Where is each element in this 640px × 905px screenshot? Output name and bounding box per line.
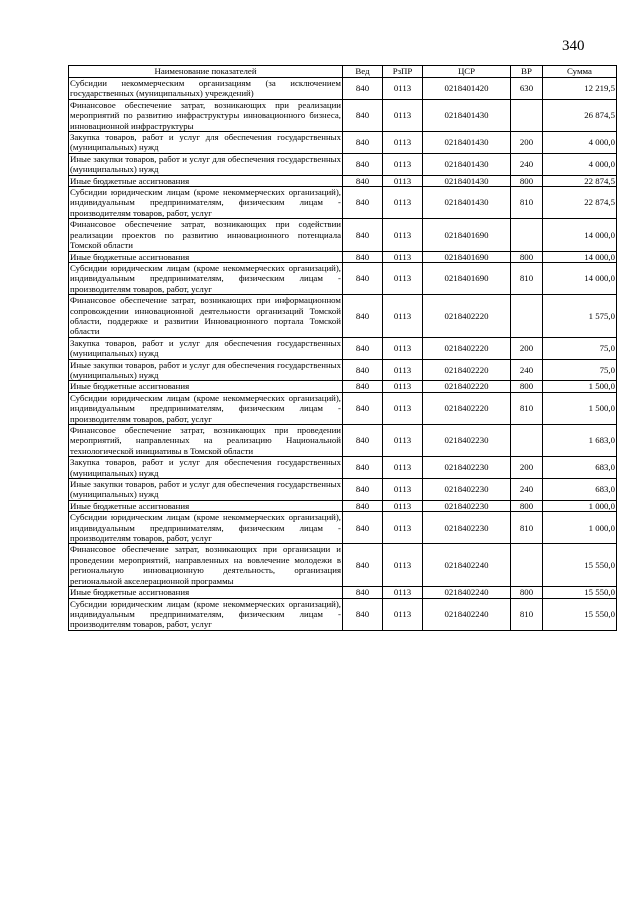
row-ved: 840 <box>343 219 383 251</box>
row-sum: 12 219,5 <box>543 78 617 100</box>
table-row <box>69 153 617 175</box>
row-csr: 0218401430 <box>423 99 511 131</box>
row-rzpr: 0113 <box>383 99 423 131</box>
row-sum: 22 874,5 <box>543 175 617 186</box>
row-csr: 0218401690 <box>423 262 511 294</box>
table-row <box>69 392 617 424</box>
row-rzpr: 0113 <box>383 262 423 294</box>
row-sum: 15 550,0 <box>543 598 617 630</box>
row-ved: 840 <box>343 153 383 175</box>
table-row <box>69 219 617 251</box>
row-name: Иные закупки товаров, работ и услуг для обеспечения государственных (муниципальных) нужд <box>70 359 341 380</box>
row-name: Субсидии юридическим лицам (кроме некоммерческих организаций), индивидуальным предпринимателям, физическим лицам - производителям товаров, работ, услуг <box>70 512 341 544</box>
row-name: Закупка товаров, работ и услуг для обеспечения государственных (муниципальных) нужд <box>70 457 341 478</box>
row-ved: 840 <box>343 99 383 131</box>
row-ved: 840 <box>343 544 383 587</box>
row-csr: 0218402230 <box>423 512 511 544</box>
table-row <box>69 587 617 598</box>
row-csr: 0218402220 <box>423 381 511 392</box>
row-ved: 840 <box>343 295 383 338</box>
row-name: Иные бюджетные ассигнования <box>69 500 343 511</box>
row-name: Иные бюджетные ассигнования <box>69 587 343 598</box>
row-csr: 0218402220 <box>423 392 511 424</box>
row-vr: 810 <box>511 187 543 219</box>
row-sum: 683,0 <box>543 479 617 501</box>
row-rzpr: 0113 <box>383 544 423 587</box>
header-ved: Вед <box>343 66 383 78</box>
row-vr: 800 <box>511 500 543 511</box>
row-sum: 4 000,0 <box>543 132 617 154</box>
row-csr: 0218402230 <box>423 479 511 501</box>
row-csr: 0218401690 <box>423 251 511 262</box>
row-sum: 15 550,0 <box>543 587 617 598</box>
budget-table <box>68 65 617 631</box>
row-name: Иные закупки товаров, работ и услуг для обеспечения государственных (муниципальных) нужд <box>70 153 341 175</box>
row-vr <box>511 99 543 131</box>
row-rzpr: 0113 <box>383 153 423 175</box>
row-rzpr: 0113 <box>383 479 423 501</box>
row-csr: 0218402240 <box>423 598 511 630</box>
page-number: 340 <box>562 38 585 54</box>
table-row <box>69 175 617 186</box>
table-row <box>69 187 617 219</box>
row-vr: 240 <box>511 153 543 175</box>
row-rzpr: 0113 <box>383 500 423 511</box>
row-name: Закупка товаров, работ и услуг для обеспечения государственных (муниципальных) нужд <box>70 132 341 153</box>
row-vr: 800 <box>511 587 543 598</box>
row-csr: 0218402220 <box>423 359 511 381</box>
row-sum: 15 550,0 <box>543 544 617 587</box>
row-name: Субсидии юридическим лицам (кроме некоммерческих организаций), индивидуальным предпринимателям, физическим лицам - производителям товаров, работ, услуг <box>70 598 341 630</box>
row-csr: 0218402230 <box>423 500 511 511</box>
row-rzpr: 0113 <box>383 359 423 381</box>
row-sum: 1 000,0 <box>543 512 617 544</box>
row-csr: 0218402220 <box>423 337 511 359</box>
row-vr: 240 <box>511 479 543 501</box>
row-rzpr: 0113 <box>383 78 423 100</box>
table-row <box>69 500 617 511</box>
header-rzpr: РзПР <box>383 66 423 78</box>
row-csr: 0218402240 <box>423 587 511 598</box>
row-sum: 75,0 <box>543 359 617 381</box>
table-row <box>69 512 617 544</box>
row-sum: 1 575,0 <box>543 295 617 338</box>
header-csr: ЦСР <box>423 66 511 78</box>
row-rzpr: 0113 <box>383 425 423 457</box>
row-vr: 200 <box>511 132 543 154</box>
row-ved: 840 <box>343 598 383 630</box>
row-csr: 0218402230 <box>423 457 511 479</box>
row-ved: 840 <box>343 392 383 424</box>
row-rzpr: 0113 <box>383 598 423 630</box>
row-sum: 14 000,0 <box>543 251 617 262</box>
table-row <box>69 544 617 587</box>
row-name: Финансовое обеспечение затрат, возникающих при содействии реализации проектов по развитию инновационного потенциала Томской области <box>70 219 341 251</box>
row-rzpr: 0113 <box>383 175 423 186</box>
table-row <box>69 295 617 338</box>
row-csr: 0218401420 <box>423 78 511 100</box>
table-row <box>69 457 617 479</box>
row-ved: 840 <box>343 262 383 294</box>
row-csr: 0218402240 <box>423 544 511 587</box>
row-sum: 22 874,5 <box>543 187 617 219</box>
row-ved: 840 <box>343 500 383 511</box>
row-name: Иные бюджетные ассигнования <box>69 251 343 262</box>
table-row <box>69 78 617 100</box>
row-sum: 26 874,5 <box>543 99 617 131</box>
row-name: Иные бюджетные ассигнования <box>69 175 343 186</box>
row-vr: 810 <box>511 262 543 294</box>
row-rzpr: 0113 <box>383 132 423 154</box>
row-csr: 0218401430 <box>423 132 511 154</box>
row-vr <box>511 425 543 457</box>
row-vr: 800 <box>511 381 543 392</box>
row-csr: 0218402220 <box>423 295 511 338</box>
header-name: Наименование показателей <box>69 66 343 78</box>
row-name: Финансовое обеспечение затрат, возникающих при проведении мероприятий, направленных на реализацию Национальной технологической инициативы в Томской области <box>70 425 341 456</box>
row-vr: 810 <box>511 392 543 424</box>
table-row <box>69 262 617 294</box>
row-name: Субсидии юридическим лицам (кроме некоммерческих организаций), индивидуальным предпринимателям, физическим лицам - производителям товаров, работ, услуг <box>70 392 341 424</box>
row-rzpr: 0113 <box>383 457 423 479</box>
row-sum: 1 500,0 <box>543 381 617 392</box>
row-ved: 840 <box>343 587 383 598</box>
table-row <box>69 251 617 262</box>
table-row <box>69 337 617 359</box>
table-row <box>69 598 617 630</box>
row-name: Закупка товаров, работ и услуг для обеспечения государственных (муниципальных) нужд <box>70 337 341 359</box>
table-row <box>69 381 617 392</box>
row-vr: 200 <box>511 457 543 479</box>
row-csr: 0218401430 <box>423 153 511 175</box>
row-sum: 14 000,0 <box>543 262 617 294</box>
row-sum: 1 683,0 <box>543 425 617 457</box>
row-ved: 840 <box>343 78 383 100</box>
row-csr: 0218401430 <box>423 175 511 186</box>
table-row <box>69 99 617 131</box>
row-ved: 840 <box>343 425 383 457</box>
row-sum: 75,0 <box>543 337 617 359</box>
row-sum: 4 000,0 <box>543 153 617 175</box>
table-row <box>69 479 617 501</box>
row-ved: 840 <box>343 457 383 479</box>
row-csr: 0218401690 <box>423 219 511 251</box>
row-vr: 240 <box>511 359 543 381</box>
row-name: Финансовое обеспечение затрат, возникающих при реализации мероприятий по развитию инфраструктуры инновационного бизнеса, инновационной инфраструктуры <box>70 99 341 131</box>
row-vr: 800 <box>511 251 543 262</box>
table-row <box>69 359 617 381</box>
row-ved: 840 <box>343 381 383 392</box>
row-vr <box>511 295 543 338</box>
row-name: Субсидии юридическим лицам (кроме некоммерческих организаций), индивидуальным предпринимателям, физическим лицам - производителям товаров, работ, услуг <box>70 262 341 294</box>
row-name: Финансовое обеспечение затрат, возникающих при информационном сопровождении инновационной деятельности организаций Томской области, поддержке и развитии Инновационного портала Томской области <box>70 295 341 337</box>
table-header-row <box>69 66 617 78</box>
table-row <box>69 132 617 154</box>
row-name: Субсидии юридическим лицам (кроме некоммерческих организаций), индивидуальным предпринимателям, физическим лицам - производителям товаров, работ, услуг <box>70 187 341 218</box>
row-sum: 683,0 <box>543 457 617 479</box>
row-vr <box>511 219 543 251</box>
row-name: Иные закупки товаров, работ и услуг для обеспечения государственных (муниципальных) нужд <box>70 479 341 500</box>
row-vr: 200 <box>511 337 543 359</box>
row-ved: 840 <box>343 251 383 262</box>
row-rzpr: 0113 <box>383 381 423 392</box>
row-name: Финансовое обеспечение затрат, возникающих при организации и проведении мероприятий, направленных на вовлечение молодежи в региональную инновационную деятельность, организация региональной акселерационной программы <box>70 544 341 586</box>
table-body <box>69 78 617 631</box>
row-ved: 840 <box>343 337 383 359</box>
row-ved: 840 <box>343 187 383 219</box>
row-ved: 840 <box>343 359 383 381</box>
row-rzpr: 0113 <box>383 392 423 424</box>
table-row <box>69 425 617 457</box>
row-rzpr: 0113 <box>383 295 423 338</box>
row-ved: 840 <box>343 479 383 501</box>
row-ved: 840 <box>343 175 383 186</box>
row-csr: 0218402230 <box>423 425 511 457</box>
row-sum: 1 500,0 <box>543 392 617 424</box>
row-sum: 14 000,0 <box>543 219 617 251</box>
row-name: Иные бюджетные ассигнования <box>69 381 343 392</box>
row-name: Субсидии некоммерческим организациям (за исключением государственных (муниципальных) учреждений) <box>70 78 341 99</box>
row-csr: 0218401430 <box>423 187 511 219</box>
row-vr <box>511 544 543 587</box>
row-vr: 810 <box>511 512 543 544</box>
row-vr: 810 <box>511 598 543 630</box>
row-rzpr: 0113 <box>383 512 423 544</box>
header-sum: Сумма <box>543 66 617 78</box>
row-rzpr: 0113 <box>383 187 423 219</box>
row-rzpr: 0113 <box>383 251 423 262</box>
row-vr: 800 <box>511 175 543 186</box>
row-rzpr: 0113 <box>383 219 423 251</box>
row-vr: 630 <box>511 78 543 100</box>
row-ved: 840 <box>343 132 383 154</box>
header-vr: ВР <box>511 66 543 78</box>
row-rzpr: 0113 <box>383 587 423 598</box>
row-rzpr: 0113 <box>383 337 423 359</box>
row-sum: 1 000,0 <box>543 500 617 511</box>
row-ved: 840 <box>343 512 383 544</box>
